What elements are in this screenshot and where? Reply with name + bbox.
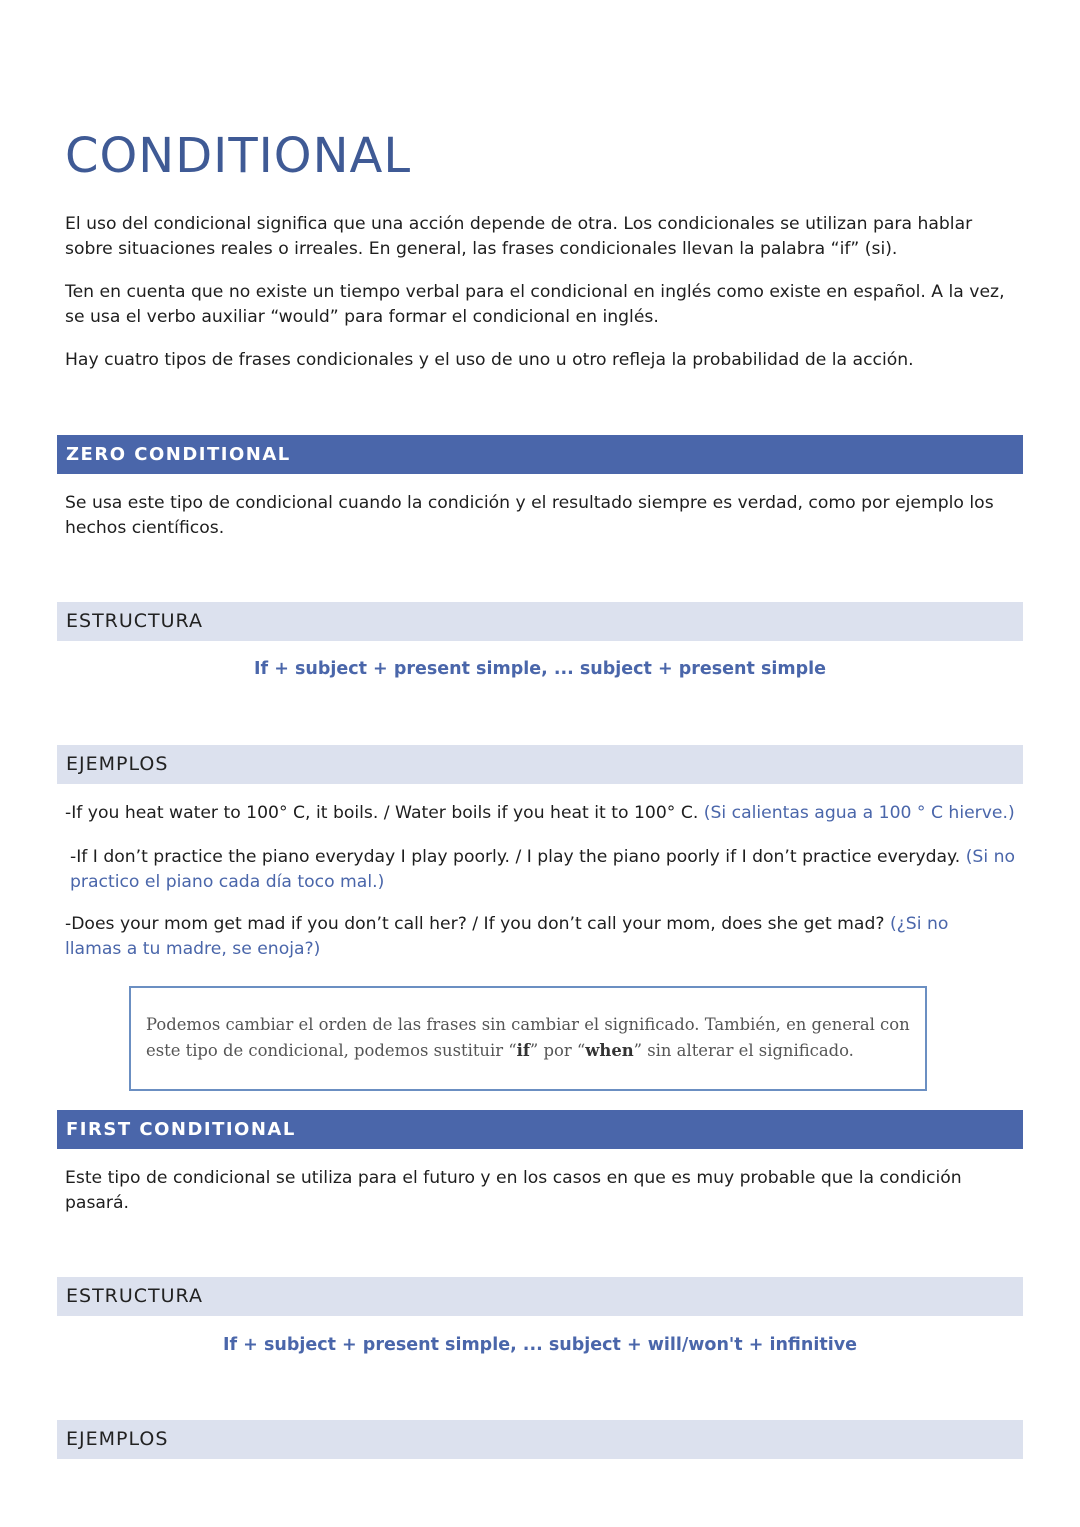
example-english: -Does your mom get mad if you don’t call her? / If you don’t call your mom, does she get mad? — [65, 914, 885, 934]
example-translation: (Si calientas agua a 100 ° C hierve.) — [703, 803, 1015, 823]
zero-example-2 — [65, 845, 1025, 895]
zero-structure-formula: If + subject + present simple, ... subject + present simple — [253, 659, 826, 679]
intro-paragraph-3: Hay cuatro tipos de frases condicionales y el uso de uno u otro refleja la probabilidad de la acción. — [65, 350, 914, 370]
zero-conditional-heading: ZERO CONDITIONAL — [57, 435, 1023, 474]
note-text: ” sin alterar el significado. — [633, 1041, 854, 1060]
zero-example-1 — [65, 801, 1025, 826]
example-english: -If I don’t practice the piano everyday I play poorly. / I play the piano poorly if I don’t practice everyday. — [70, 847, 961, 867]
first-structure-heading: ESTRUCTURA — [57, 1277, 1023, 1316]
example-english: -If you heat water to 100° C, it boils. / Water boils if you heat it to 100° C. — [65, 803, 699, 823]
first-conditional-description: Este tipo de condicional se utiliza para el futuro y en los casos en que es muy probable que la condición pasará. — [65, 1168, 962, 1213]
intro-paragraph-2: Ten en cuenta que no existe un tiempo verbal para el condicional en inglés como existe en español. A la vez, se usa el verbo auxiliar “would” para formar el condicional en inglés. — [65, 282, 1005, 327]
intro-paragraph-1: El uso del condicional significa que una acción depende de otra. Los condicionales se utilizan para hablar sobre situaciones reales o irreales. En general, las frases condicionales llevan la palabra “if” (si). — [65, 214, 973, 259]
page-title: CONDITIONAL — [65, 128, 412, 184]
zero-conditional-description: Se usa este tipo de condicional cuando la condición y el resultado siempre es verdad, como por ejemplo los hechos científicos. — [65, 493, 994, 538]
zero-conditional-note-box — [129, 986, 927, 1091]
first-examples-heading: EJEMPLOS — [57, 1420, 1023, 1459]
first-conditional-heading: FIRST CONDITIONAL — [57, 1110, 1023, 1149]
note-if-word: if — [516, 1041, 530, 1060]
example-translation: (Si no practico el piano cada día toco mal.) — [70, 847, 1015, 892]
note-when-word: when — [585, 1041, 634, 1060]
first-structure-formula: If + subject + present simple, ... subject + will/won't + infinitive — [222, 1335, 858, 1355]
note-text: ” por “ — [529, 1041, 586, 1060]
zero-example-3 — [65, 912, 985, 962]
zero-structure-heading: ESTRUCTURA — [57, 602, 1023, 641]
example-translation: (¿Si no llamas a tu madre, se enoja?) — [65, 914, 949, 959]
note-text: Podemos cambiar el orden de las frases sin cambiar el significado. También, en general con este tipo de condicional, podemos sustituir “ — [146, 1015, 910, 1060]
zero-examples-heading: EJEMPLOS — [57, 745, 1023, 784]
